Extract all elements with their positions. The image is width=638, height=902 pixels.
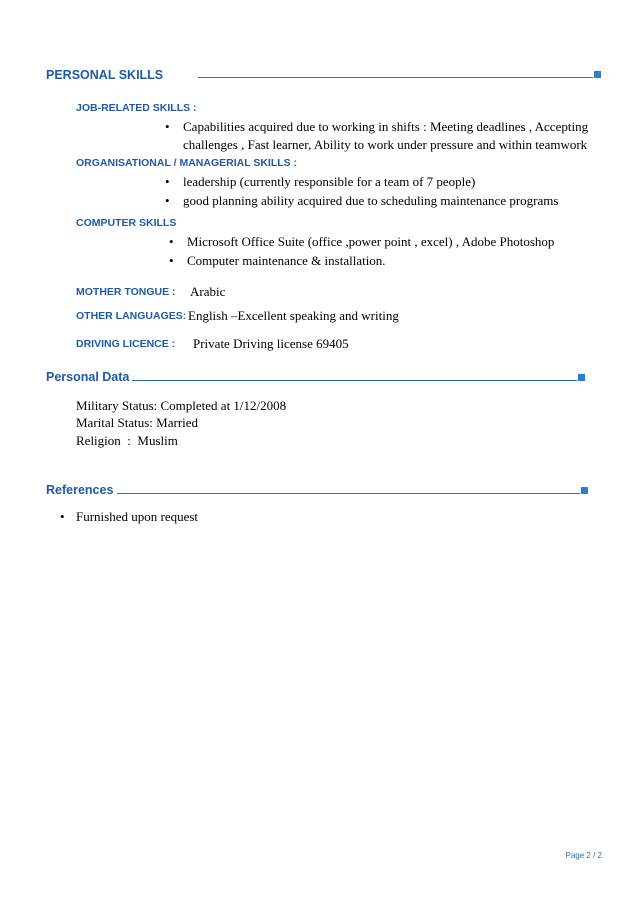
organisational-skills-label: ORGANISATIONAL / MANAGERIAL SKILLS : [76, 157, 298, 169]
bullet-icon: • [165, 119, 170, 134]
bullet-icon: • [165, 193, 170, 208]
page-number: Page 2 / 2 [565, 851, 602, 860]
section-rule [117, 493, 580, 494]
mother-tongue-value: Arabic [190, 284, 226, 299]
organisational-skill-item: good planning ability acquired due to scheduling maintenance programs [183, 193, 559, 208]
section-heading-references: References [46, 483, 114, 497]
section-heading-personal-data: Personal Data [46, 370, 130, 384]
computer-skill-item: Microsoft Office Suite (office ,power point , excel) , Adobe Photoshop [187, 234, 555, 249]
section-rule-marker [594, 71, 601, 78]
bullet-icon: • [169, 253, 174, 268]
section-rule-marker [578, 374, 585, 381]
bullet-icon: • [60, 509, 65, 524]
bullet-icon: • [169, 234, 174, 249]
job-related-skill-item: Capabilities acquired due to working in shifts : Meeting deadlines , Accepting challenges , Fast learner, Ability to work under pressure and within teamwork [183, 119, 589, 152]
mother-tongue-label: MOTHER TONGUE : [76, 286, 176, 298]
reference-item: Furnished upon request [76, 509, 199, 524]
bullet-icon: • [165, 174, 170, 189]
personal-data-religion: Religion : Muslim [76, 433, 178, 448]
other-languages-label: OTHER LANGUAGES: [76, 310, 187, 322]
computer-skills-label: COMPUTER SKILLS [76, 217, 177, 229]
section-rule [198, 77, 593, 78]
section-heading-personal-skills: PERSONAL SKILLS [46, 68, 164, 82]
other-languages-value: English –Excellent speaking and writing [188, 308, 399, 323]
section-rule [132, 380, 577, 381]
driving-licence-value: Private Driving license 69405 [193, 336, 349, 351]
section-rule-marker [581, 487, 588, 494]
organisational-skill-item: leadership (currently responsible for a team of 7 people) [183, 174, 476, 189]
computer-skill-item: Computer maintenance & installation. [187, 253, 386, 268]
job-related-skills-label: JOB-RELATED SKILLS : [76, 102, 197, 114]
personal-data-military: Military Status: Completed at 1/12/2008 [76, 398, 287, 413]
driving-licence-label: DRIVING LICENCE : [76, 338, 176, 350]
personal-data-marital: Marital Status: Married [76, 415, 199, 430]
